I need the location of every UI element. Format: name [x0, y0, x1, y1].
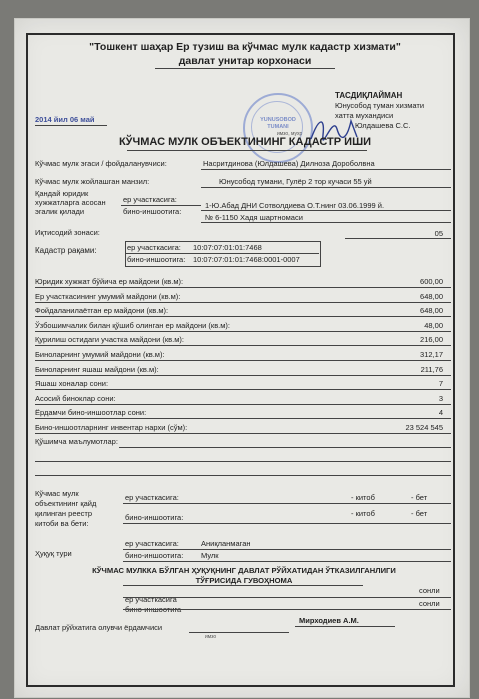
row-underline: [35, 360, 451, 361]
row-underline: [35, 287, 451, 288]
stamp-text-bottom: TUMANI: [267, 124, 289, 130]
cadastre-land-value: 10:07:07:01:01:7468: [193, 243, 262, 252]
cadastre-building-label: бино-иншоотига:: [127, 255, 186, 264]
registry-land-label: ер участкасига:: [125, 493, 179, 502]
approval-title: ТАСДИҚЛАЙМАН: [335, 91, 403, 100]
row-value: 3: [438, 393, 443, 403]
registry-land-page: - бет: [411, 493, 428, 502]
right-type-land-label: ер участкасига:: [125, 539, 179, 548]
certificate-land-label: ер участкасига: [125, 595, 177, 604]
right-type-label: Ҳуқуқ тури: [35, 549, 72, 558]
row-value: 23 524 545: [405, 423, 443, 432]
row-underline: [35, 316, 451, 317]
row-value: 211,76: [420, 364, 443, 374]
address-value: Юнусобод тумани, Гулёр 2 тор кучаси 55 уй: [219, 177, 372, 186]
economic-zone-label: Иқтисодий зонаси:: [35, 228, 100, 237]
right-type-building-value: Мулк: [201, 551, 219, 560]
row-label: Юридик хужжат бўйича ер майдони (кв.м):: [35, 277, 184, 286]
approval-signature-caption: имзо, мухр: [277, 131, 303, 137]
row-label: Бино-иншоотларнинг инвентар нархи (сўм):: [35, 423, 188, 432]
legal-docs-building-label: бино-иншоотига:: [123, 207, 182, 216]
document-sheet: [14, 18, 470, 698]
registry-land-book: - китоб: [351, 493, 375, 502]
row-value: 216,00: [420, 335, 443, 345]
certificate-land-count: сонли: [419, 586, 440, 595]
row-label: Ёрдамчи бино-иншоотлар сони:: [35, 408, 147, 418]
registrar-name: Мирходиев А.М.: [299, 616, 359, 625]
right-type-building-label: бино-иншоотига:: [125, 551, 184, 560]
owner-value: Насритдинова (Юлдашева) Дилноза Дороболвна: [203, 159, 375, 168]
registry-building-book: - китоб: [351, 509, 375, 518]
row-value: 600,00: [420, 277, 443, 286]
row-underline: [35, 345, 451, 346]
legal-docs-land-label: ер участкасига:: [123, 195, 177, 204]
row-label: Биноларнинг умумий майдони (кв.м):: [35, 350, 165, 359]
right-type-land-value: Аниқланмаган: [201, 539, 251, 548]
row-value: 4: [438, 408, 443, 418]
row-value: 648,00: [420, 306, 443, 316]
org-name-line1: "Тошкент шаҳар Ер тузиш ва кўчмас мулк кадастр хизмати": [89, 41, 401, 53]
row-value: 648,00: [420, 291, 443, 301]
row-underline: [35, 418, 451, 419]
row-underline: [35, 375, 451, 376]
row-value: 48,00: [424, 320, 443, 330]
approval-line1: Юнусобод туман хизмати: [335, 101, 425, 110]
certificate-title-line2: ТЎҒРИСИДА ГУВОҲНОМА: [195, 576, 293, 585]
cadastre-building-value: 10:07:07:01:01:7468:0001-0007: [193, 255, 300, 264]
legal-docs-label: Қандай юридик хужжатларга асосан эгалик қилади: [35, 189, 106, 216]
registry-building-label: бино-иншоотига:: [125, 513, 184, 522]
row-underline: [35, 433, 451, 434]
certificate-title-line1: КЎЧМАС МУЛККА БЎЛГАН ҲУҚУҚНИНГ ДАВЛАТ РЎЙХАТИДАН ЎТКАЗИЛГАНЛИГИ: [92, 566, 396, 575]
row-label: Биноларнинг яшаш майдони (кв.м):: [35, 364, 159, 374]
row-label: Ўзбошимчалик билан қўшиб олинган ер майдони (кв.м):: [35, 320, 231, 330]
row-underline: [35, 404, 451, 405]
stamp-text-top: YUNUSOBOD: [260, 117, 296, 123]
cadastre-land-label: ер участкасига:: [127, 243, 181, 252]
row-label: Яшаш хоналар сони:: [35, 379, 109, 389]
legal-docs-value-line1: 1-Ю.Абад ДНИ Сотволдиева О.Т.нинг 03.06.1999 й.: [205, 201, 385, 210]
notes-label: Қўшимча маълумотлар:: [35, 437, 118, 446]
official-stamp: [243, 93, 313, 163]
document-title: КЎЧМАС МУЛК ОБЪЕКТИНИНГ КАДАСТР ИШИ: [118, 136, 372, 148]
row-value: 312,17: [420, 350, 443, 359]
registrar-signature-caption: имзо: [205, 634, 217, 640]
address-label: Кўчмас мулк жойлашган манзил:: [35, 177, 150, 186]
approval-line2: хатта мухандиси: [335, 111, 394, 120]
document-date: 2014 йил 06 май: [35, 115, 95, 124]
certificate-building-count: сонли: [419, 599, 440, 608]
certificate-building-label: бино-иншоотига: [125, 605, 182, 614]
row-label: Асосий биноклар сони:: [35, 393, 116, 403]
registry-building-page: - бет: [411, 509, 428, 518]
legal-docs-value-line2: № 6-1150 Хадя шартномаси: [205, 213, 303, 222]
cadastre-label: Кадастр рақами:: [35, 246, 97, 255]
row-value: 7: [438, 379, 443, 389]
row-underline: [35, 389, 451, 390]
economic-zone-value: 05: [434, 229, 443, 238]
approval-name: Юлдашева С.С.: [355, 121, 411, 130]
row-label: Қурилиш остидаги участка майдони (кв.м):: [35, 335, 184, 345]
org-name-line2: давлат унитар корхонаси: [178, 55, 312, 67]
row-label: Фойдаланилаётган ер майдони (кв.м):: [35, 306, 169, 316]
row-underline: [35, 302, 451, 303]
registry-label: Кўчмас мулк объектининг қайд қилинган реестр китоби ва бети:: [35, 489, 97, 528]
owner-label: Кўчмас мулк эгаси / фойдаланувчиси:: [35, 159, 167, 168]
row-underline: [35, 331, 451, 332]
registrar-label: Давлат рўйхатига олувчи ёрдамчиси: [35, 623, 163, 632]
row-label: Ер участкасининг умумий майдони (кв.м):: [35, 291, 181, 301]
